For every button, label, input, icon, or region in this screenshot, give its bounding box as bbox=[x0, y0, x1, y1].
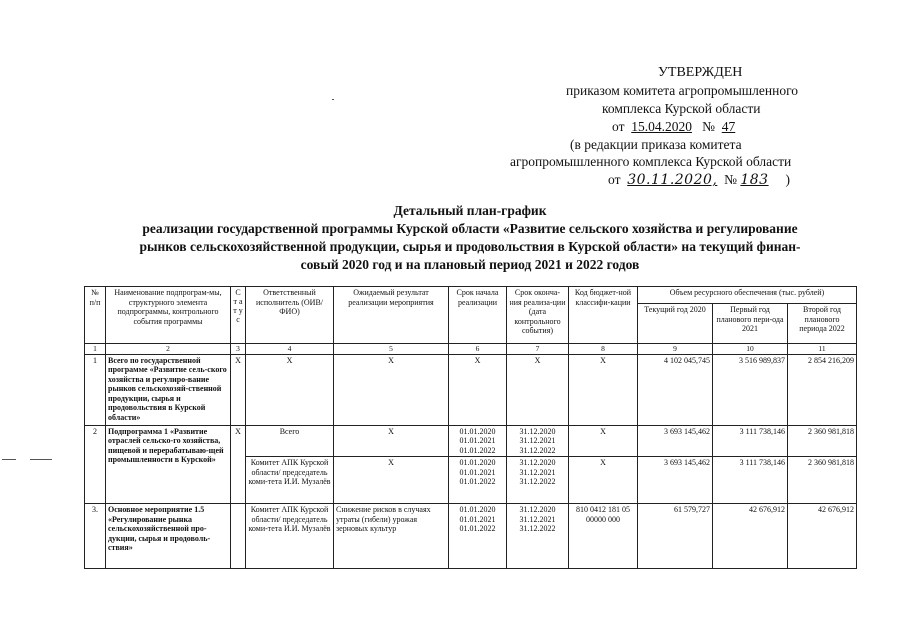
table-row bbox=[85, 354, 857, 425]
row-name: Подпрограмма 1 «Развитие отраслей сельско-го хозяйства, пищевой и перерабатываю-щей промышленности в Курской» bbox=[106, 425, 231, 504]
row-2020: 61 579,727 bbox=[638, 504, 713, 569]
row-num: 3. bbox=[85, 504, 106, 569]
row-2022: 2 360 981,818 bbox=[788, 425, 857, 457]
row-start: 01.01.2020 01.01.2021 01.01.2022 bbox=[449, 504, 507, 569]
col-number: 4 bbox=[246, 344, 334, 355]
row-name: Всего по государственной программе «Развитие сель-ского хозяйства и регулиро-вание рынков сельскохозяй-ственной продукции, сырья и продовольствия в Курской области» bbox=[106, 354, 231, 425]
row-2021: 3 111 738,146 bbox=[713, 425, 788, 457]
row-executor: Комитет АПК Курской области/ председатель коми-тета И.И. Музалёв bbox=[246, 504, 334, 569]
heading-line-4: совый 2020 год и на плановый период 2021 и 2022 годов bbox=[300, 257, 640, 272]
row-end: 31.12.2020 31.12.2021 31.12.2022 bbox=[507, 504, 569, 569]
header-end: Срок оконча-ния реализа-ции (дата контрольного события) bbox=[507, 287, 569, 344]
heading-line-3: рынков сельскохозяйственной продукции, сырья и продовольствия в Курской области» на текущий финан- bbox=[139, 239, 801, 254]
order-prefix: от bbox=[612, 119, 625, 134]
row-code: 810 0412 181 05 00000 000 bbox=[569, 504, 638, 569]
row-result: Х bbox=[334, 425, 449, 457]
amend-prefix: от bbox=[608, 172, 621, 187]
col-number: 7 bbox=[507, 344, 569, 355]
row-result: Х bbox=[334, 457, 449, 504]
header-funding: Объем ресурсного обеспечения (тыс. рублей) bbox=[638, 287, 857, 304]
heading-line-2: реализации государственной программы Курской области «Развитие сельского хозяйства и регулирование bbox=[142, 221, 798, 236]
row-2020: 3 693 145,462 bbox=[638, 457, 713, 504]
approval-line-2: комплекса Курской области bbox=[602, 101, 761, 116]
row-end: 31.12.2020 31.12.2021 31.12.2022 bbox=[507, 425, 569, 457]
table-row bbox=[85, 504, 857, 569]
row-2021: 3 516 989,837 bbox=[713, 354, 788, 425]
row-executor: Всего bbox=[246, 425, 334, 457]
row-2022: 2 854 216,209 bbox=[788, 354, 857, 425]
header-num: № п/п bbox=[85, 287, 106, 344]
row-end: Х bbox=[507, 354, 569, 425]
table-header-row bbox=[85, 287, 857, 304]
approval-line-4: (в редакции приказа комитета bbox=[570, 137, 742, 152]
amend-no-sign: № bbox=[724, 172, 737, 187]
col-number: 10 bbox=[713, 344, 788, 355]
header-name: Наименование подпрограм-мы, структурного элемента подпрограммы, контрольного события программы bbox=[106, 287, 231, 344]
row-2020: 4 102 045,745 bbox=[638, 354, 713, 425]
amend-date-handwritten: 30.11.2020, bbox=[627, 172, 718, 188]
row-start: 01.01.2020 01.01.2021 01.01.2022 bbox=[449, 425, 507, 457]
header-year-2021: Первый год планового пери-ода 2021 bbox=[713, 304, 788, 344]
col-number: 8 bbox=[569, 344, 638, 355]
row-code: Х bbox=[569, 354, 638, 425]
amendment-line bbox=[608, 171, 790, 190]
document-heading bbox=[40, 202, 900, 274]
row-result: Х bbox=[334, 354, 449, 425]
col-number: 9 bbox=[638, 344, 713, 355]
col-number: 11 bbox=[788, 344, 857, 355]
row-2021: 42 676,912 bbox=[713, 504, 788, 569]
row-num: 1 bbox=[85, 354, 106, 425]
row-end: 31.12.2020 31.12.2021 31.12.2022 bbox=[507, 457, 569, 504]
row-start: 01.01.2020 01.01.2021 01.01.2022 bbox=[449, 457, 507, 504]
col-number: 5 bbox=[334, 344, 449, 355]
scan-mark bbox=[2, 459, 16, 460]
header-result: Ожидаемый результат реализации мероприятия bbox=[334, 287, 449, 344]
col-number: 1 bbox=[85, 344, 106, 355]
row-name: Основное мероприятие 1.5 «Регулирование рынка сельскохозяйственной про-дукции, сырья и продоволь-ствия» bbox=[106, 504, 231, 569]
table-row bbox=[85, 425, 857, 457]
row-code: Х bbox=[569, 457, 638, 504]
row-2020: 3 693 145,462 bbox=[638, 425, 713, 457]
header-year-2022: Второй год планового периода 2022 bbox=[788, 304, 857, 344]
heading-line-1: Детальный план-график bbox=[393, 203, 547, 218]
header-start: Срок начала реализации bbox=[449, 287, 507, 344]
order-no-sign: № bbox=[702, 119, 715, 134]
col-number: 6 bbox=[449, 344, 507, 355]
scan-mark bbox=[30, 459, 52, 460]
header-executor: Ответственный исполнитель (ОИВ/ФИО) bbox=[246, 287, 334, 344]
row-status bbox=[231, 504, 246, 569]
col-number: 2 bbox=[106, 344, 231, 355]
column-numbers-row bbox=[85, 344, 857, 355]
row-status: Х bbox=[231, 354, 246, 425]
plan-schedule-table bbox=[84, 286, 857, 569]
amend-suffix: ) bbox=[785, 172, 790, 187]
row-2021: 3 111 738,146 bbox=[713, 457, 788, 504]
row-result: Снижение рисков в случаях утраты (гибели) урожая зерновых культур bbox=[334, 504, 449, 569]
row-executor: Х bbox=[246, 354, 334, 425]
header-budget-code: Код бюджет-ной классифи-кации bbox=[569, 287, 638, 344]
row-2022: 42 676,912 bbox=[788, 504, 857, 569]
approval-title: УТВЕРЖДЕН bbox=[658, 65, 743, 80]
row-2022: 2 360 981,818 bbox=[788, 457, 857, 504]
approval-order-line bbox=[612, 118, 735, 136]
col-number: 3 bbox=[231, 344, 246, 355]
row-start: Х bbox=[449, 354, 507, 425]
approval-line-5: агропромышленного комплекса Курской области bbox=[510, 154, 792, 169]
row-code: Х bbox=[569, 425, 638, 457]
order-number: 47 bbox=[721, 119, 736, 134]
amend-number-handwritten: 183 bbox=[740, 172, 769, 188]
row-executor: Комитет АПК Курской области/ председатель коми-тета И.И. Музалёв bbox=[246, 457, 334, 504]
header-year-2020: Текущий год 2020 bbox=[638, 304, 713, 344]
row-status: Х bbox=[231, 425, 246, 504]
header-status: С т а т у с bbox=[231, 287, 246, 344]
order-date: 15.04.2020 bbox=[631, 119, 692, 134]
scan-mark bbox=[332, 99, 334, 100]
approval-line-1: приказом комитета агропромышленного bbox=[566, 83, 799, 98]
row-num: 2 bbox=[85, 425, 106, 504]
